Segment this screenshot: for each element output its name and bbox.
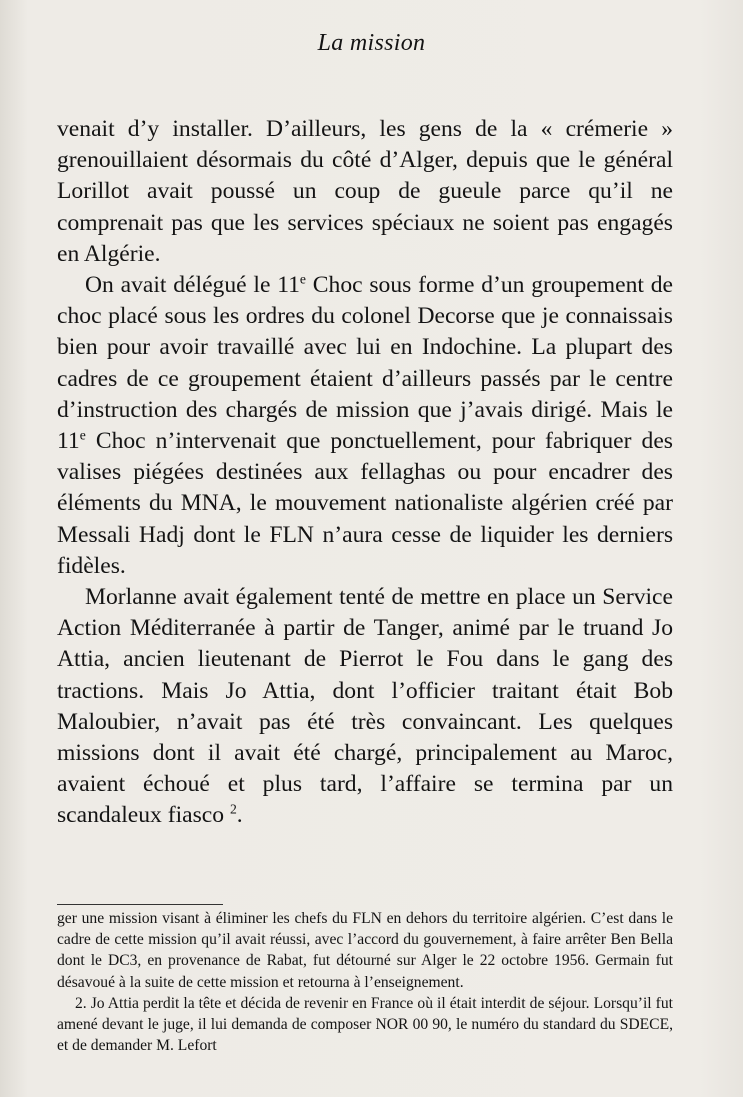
- superscript-ordinal: e: [79, 427, 86, 443]
- paragraph-1: [57, 114, 673, 270]
- paragraph-3: [57, 582, 673, 832]
- paragraph-text: Choc sous forme d’un groupement de choc placé sous les ordres du colonel Decorse que je connaissais bien pour avoir travaillé avec lui en Indochine. La plupart des cadres de ce groupement étaient d’ailleurs passés par le centre d’instruction des chargés de mission que j’avais dirigé. Mais le 11: [57, 272, 673, 455]
- footnote-continuation: ger une mission visant à éliminer les chefs du FLN en dehors du territoire algérien. C’est dans le cadre de cette mission qu’il avait réussi, avec l’accord du gouvernement, à faire arrêter Ben Bella dont le DC3, en provenance de Rabat, fut détourné sur Alger le 22 octobre 1956. Germain fut désavoué à la suite de cette mission et retourna à l’enseignement.: [57, 910, 673, 991]
- footnote-divider: [57, 904, 223, 905]
- paragraph-text: Morlanne avait également tenté de mettre en place un Service Action Méditerranée à partir de Tanger, animé par le truand Jo Attia, ancien lieutenant de Pierrot le Fou dans le gang des tractions. Mais Jo Attia, dont l’officier traitant était Bob Maloubier, n’avait pas été très convaincant. Les quelques missions dont il avait été chargé, principalement au Maroc, avaient échoué et plus tard, l’affaire se termina par un scandaleux fiasco: [57, 584, 673, 829]
- superscript-ordinal: e: [299, 271, 306, 287]
- body-text: [57, 114, 673, 832]
- footnote-reference: 2: [229, 801, 237, 817]
- footnotes: [57, 908, 673, 1056]
- paragraph-text: On avait délégué le 11: [85, 272, 300, 299]
- footnote-2: 2. Jo Attia perdit la tête et décida de revenir en France où il était interdit de séjour. Lorsqu’il fut amené devant le juge, il lui demanda de composer NOR 00 90, le numéro du standard du SDECE, et de demander M. Lefort: [57, 994, 673, 1055]
- paragraph-2: [57, 270, 673, 582]
- paragraph-text: Choc n’intervenait que ponctuellement, pour fabriquer des valises piégées destinées aux fellaghas ou pour encadrer des éléments du MNA, le mouvement nationaliste algérien créé par Messali Hadj dont le FLN n’aura cesse de liquider les derniers fidèles.: [57, 428, 673, 579]
- running-head: La mission: [317, 30, 426, 56]
- paragraph-text: .: [236, 802, 243, 829]
- paragraph-text: venait d’y installer. D’ailleurs, les gens de la « crémerie » grenouillaient désormais du côté d’Alger, depuis que le général Lorillot avait poussé un coup de gueule parce qu’il ne comprenait pas que les services spéciaux ne soient pas engagés en Algérie.: [57, 116, 673, 267]
